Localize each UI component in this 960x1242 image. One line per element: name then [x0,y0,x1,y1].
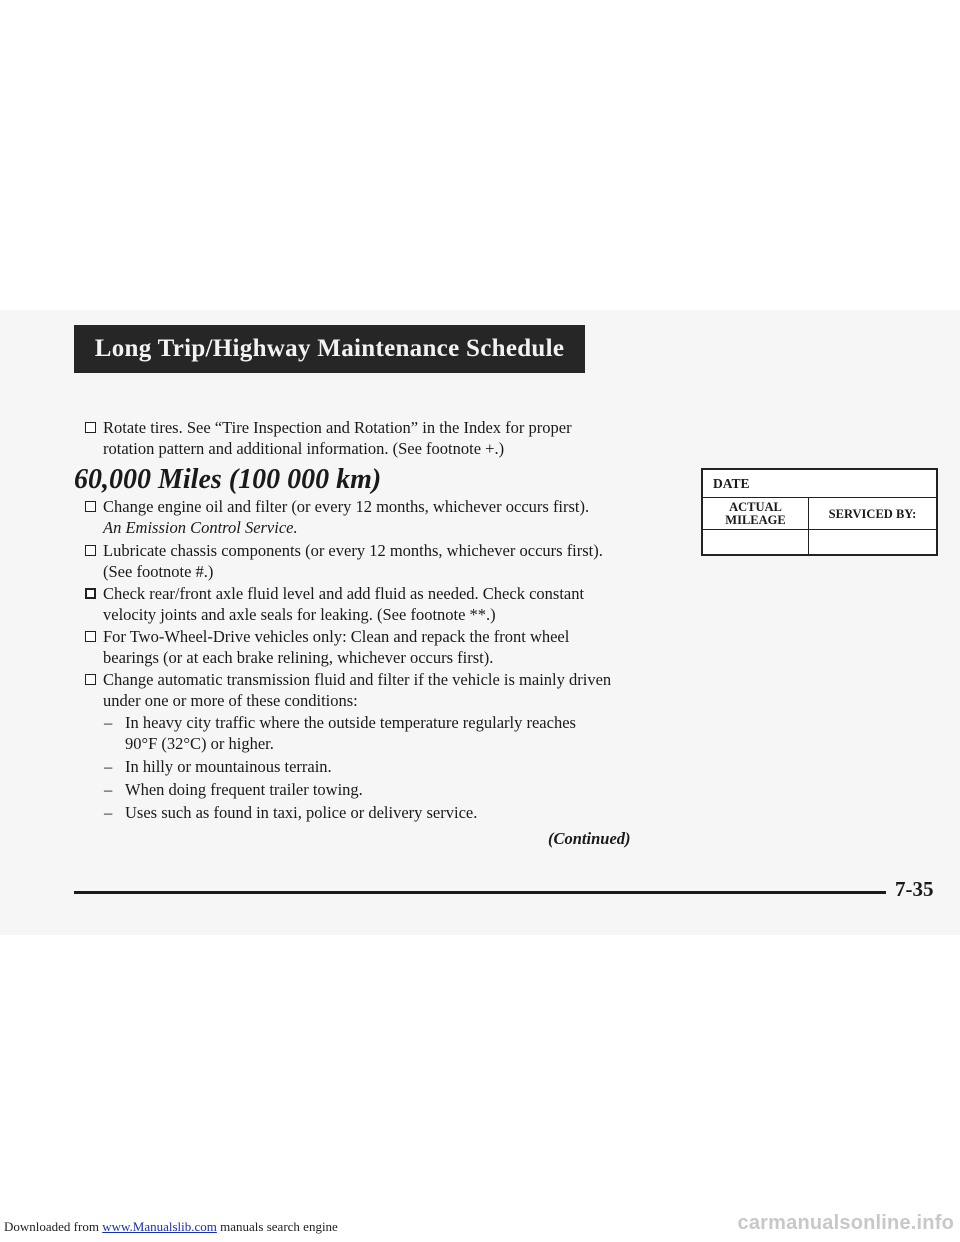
item-line: rotation pattern and additional information. (See footnote +.) [103,439,505,458]
item-line: For Two-Wheel-Drive vehicles only: Clean and repack the front wheel [103,627,570,646]
checklist-item-engine-oil [85,496,685,538]
mileage-label-line: ACTUAL [729,500,782,514]
actual-mileage-header [703,498,809,530]
date-field[interactable]: DATE [703,470,936,498]
watermark-logo: carmanualsonline.info [737,1212,954,1234]
item-line: Change automatic transmission fluid and filter if the vehicle is mainly driven [103,670,612,689]
mileage-label-line: MILEAGE [725,513,786,527]
footer-suffix: manuals search engine [216,1219,338,1234]
dash-bullet: – [104,757,113,776]
checklist-item-transmission-fluid [85,669,685,711]
condition-item [104,779,684,800]
dash-bullet: – [104,803,113,822]
checkbox-icon[interactable] [85,545,96,556]
bottom-rule [74,891,886,894]
item-line: bearings (or at each brake relining, whichever occurs first). [103,648,494,667]
continued-note: (Continued) [548,829,631,848]
condition-line: Uses such as found in taxi, police or delivery service. [125,803,478,822]
item-line: (See footnote #.) [103,562,214,581]
page-number: 7-35 [895,877,934,901]
checklist-item-axle-fluid [85,583,685,625]
item-line: Lubricate chassis components (or every 12 months, whichever occurs first). [103,541,603,560]
section-heading: 60,000 Miles (100 000 km) [74,464,382,495]
dash-bullet: – [104,780,113,799]
condition-item [104,712,684,754]
item-line-emission-note: An Emission Control Service. [103,518,298,537]
condition-line: In heavy city traffic where the outside temperature regularly reaches [125,713,576,732]
item-line: Check rear/front axle fluid level and add fluid as needed. Check constant [103,584,585,603]
manualslib-link[interactable]: www.Manualslib.com [102,1219,217,1234]
mileage-entry-field[interactable] [703,530,809,554]
checklist-item-lubricate-chassis [85,540,685,582]
item-line: under one or more of these conditions: [103,691,358,710]
checkbox-icon[interactable] [85,674,96,685]
item-line: Change engine oil and filter (or every 12 months, whichever occurs first). [103,497,590,516]
condition-item [104,802,684,823]
page-header-banner: Long Trip/Highway Maintenance Schedule [74,325,585,373]
condition-line: When doing frequent trailer towing. [125,780,363,799]
serviced-by-entry-field[interactable] [809,530,936,554]
checklist-item-wheel-bearings [85,626,685,668]
footer-prefix: Downloaded from [4,1219,103,1234]
condition-line: In hilly or mountainous terrain. [125,757,332,776]
checklist-item-rotate-tires [85,417,685,459]
item-line: Rotate tires. See “Tire Inspection and Rotation” in the Index for proper [103,418,572,437]
download-footer [4,1219,338,1235]
checkbox-icon[interactable] [85,422,96,433]
service-record-table [701,468,938,556]
checkbox-icon[interactable] [85,501,96,512]
serviced-by-header: SERVICED BY: [809,498,936,530]
dash-bullet: – [104,713,113,732]
checkbox-icon[interactable] [85,588,96,599]
checkbox-icon[interactable] [85,631,96,642]
condition-item [104,756,684,777]
item-line: velocity joints and axle seals for leaking. (See footnote **.) [103,605,496,624]
condition-line: 90°F (32°C) or higher. [125,734,274,753]
